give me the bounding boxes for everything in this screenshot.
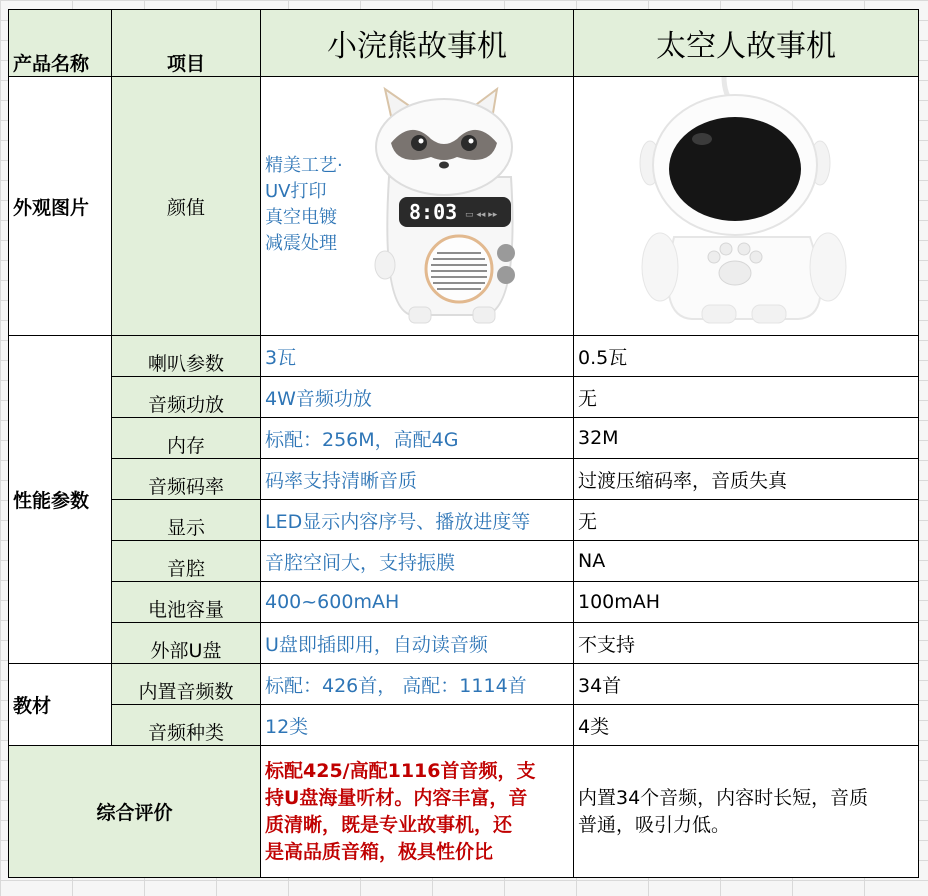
summary-a-line: 持U盘海量听材。内容丰富，音 [265, 786, 528, 809]
item-label: 音频码率 [112, 459, 261, 500]
table-row [9, 418, 919, 459]
summary-b-line: 内置34个音频，内容时长短，音质 [578, 786, 869, 809]
table-row [9, 705, 919, 746]
summary-b [574, 746, 919, 878]
table-row [9, 336, 919, 377]
value-b: 34首 [574, 664, 919, 705]
item-header: 项目 [112, 10, 261, 77]
table-row [9, 500, 919, 541]
item-label: 音频种类 [112, 705, 261, 746]
value-b: 4类 [574, 705, 919, 746]
value-b: 32M [574, 418, 919, 459]
craft-note: 精美工艺· UV打印 真空电镀 减震处理 [265, 155, 343, 254]
item-label: 音频功放 [112, 377, 261, 418]
value-a: 4W音频功放 [261, 377, 574, 418]
appearance-row [9, 77, 919, 336]
table-row [9, 459, 919, 500]
item-label: 音腔 [112, 541, 261, 582]
value-a: U盘即插即用，自动读音频 [261, 623, 574, 664]
item-label: 电池容量 [112, 582, 261, 623]
astronaut-image-cell [574, 77, 919, 336]
value-b: 100mAH [574, 582, 919, 623]
value-a: 音腔空间大，支持振膜 [261, 541, 574, 582]
item-label: 显示 [112, 500, 261, 541]
value-a: 400~600mAH [261, 582, 574, 623]
value-b: NA [574, 541, 919, 582]
table-row [9, 377, 919, 418]
value-a: LED显示内容序号、播放进度等 [261, 500, 574, 541]
appearance-item: 颜值 [112, 77, 261, 336]
clock-display-text: 8:03 [409, 200, 458, 224]
value-a: 码率支持清晰音质 [261, 459, 574, 500]
product-b-title: 太空人故事机 [574, 10, 919, 77]
value-b: 过渡压缩码率，音质失真 [574, 459, 919, 500]
raccoon-image-cell [261, 77, 574, 336]
product-a-title: 小浣熊故事机 [261, 10, 574, 77]
appearance-category: 外观图片 [9, 77, 112, 336]
summary-b-line: 普通，吸引力低。 [578, 813, 731, 836]
astronaut-story-machine-image [574, 77, 919, 335]
table-row [9, 623, 919, 664]
item-label: 外部U盘 [112, 623, 261, 664]
value-b: 0.5瓦 [574, 336, 919, 377]
summary-a [261, 746, 574, 878]
product-name-header: 产品名称 [9, 10, 112, 77]
summary-a-line: 是高品质音箱，极具性价比 [265, 840, 494, 863]
summary-a-line: 质清晰，既是专业故事机，还 [265, 813, 513, 836]
value-a: 12类 [261, 705, 574, 746]
summary-row [9, 746, 919, 878]
table-row [9, 582, 919, 623]
value-a: 标配：426首， 高配：1114首 [261, 664, 574, 705]
header-row [9, 10, 919, 77]
summary-a-line: 标配425/高配1116首音频，支 [265, 759, 536, 782]
svg-text:▭ ◂◂ ▸▸: ▭ ◂◂ ▸▸ [465, 210, 498, 220]
item-label: 内存 [112, 418, 261, 459]
item-label: 内置音频数 [112, 664, 261, 705]
value-b: 无 [574, 500, 919, 541]
table-row [9, 664, 919, 705]
table-row [9, 541, 919, 582]
performance-category: 性能参数 [9, 336, 112, 664]
item-label: 喇叭参数 [112, 336, 261, 377]
value-b: 无 [574, 377, 919, 418]
materials-category: 教材 [9, 664, 112, 746]
comparison-table [8, 9, 919, 878]
value-a: 3瓦 [261, 336, 574, 377]
value-a: 标配：256M，高配4G [261, 418, 574, 459]
summary-label: 综合评价 [9, 746, 261, 878]
value-b: 不支持 [574, 623, 919, 664]
